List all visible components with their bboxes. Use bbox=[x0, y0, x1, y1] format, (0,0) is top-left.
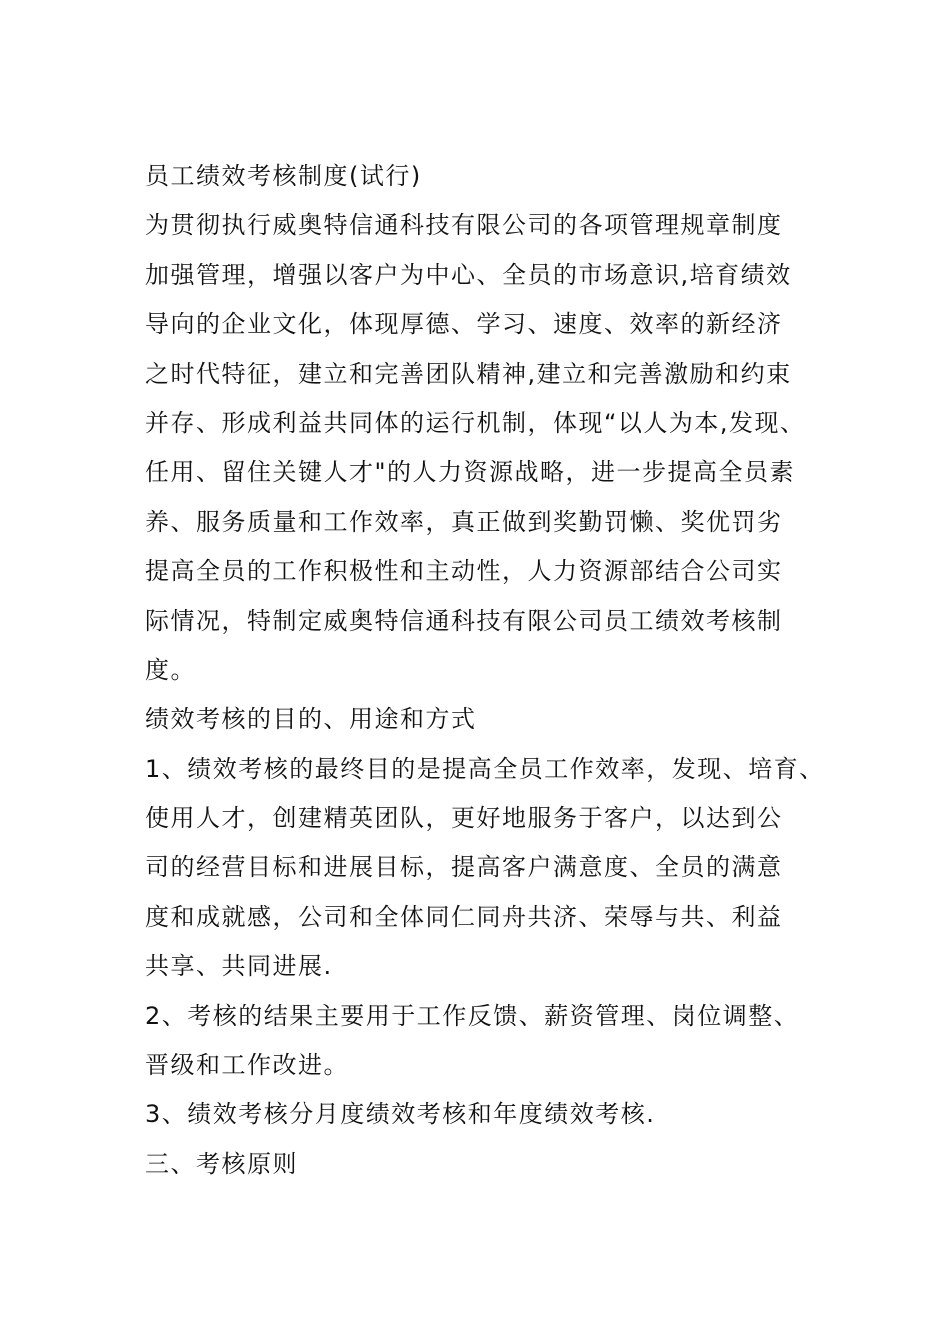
intro-paragraph-line: 养、服务质量和工作效率，真正做到奖勤罚懒、奖优罚劣 bbox=[145, 507, 783, 536]
item-1-line: 共享、共同进展. bbox=[145, 952, 333, 981]
document-title: 员工绩效考核制度(试行) bbox=[145, 162, 422, 190]
item-1-line: 司的经营目标和进展目标，提高客户满意度、全员的满意 bbox=[145, 853, 783, 882]
intro-paragraph-line: 之时代特征，建立和完善团队精神,建立和完善激励和约束 bbox=[145, 359, 792, 388]
section-heading: 三、考核原则 bbox=[145, 1149, 298, 1178]
intro-paragraph-line: 任用、留住关键人才"的人力资源战略，进一步提高全员素 bbox=[145, 458, 796, 487]
intro-paragraph-line: 际情况，特制定威奥特信通科技有限公司员工绩效考核制 bbox=[145, 606, 783, 635]
item-2-line: 晋级和工作改进。 bbox=[145, 1051, 349, 1080]
intro-paragraph-line: 加强管理，增强以客户为中心、全员的市场意识,培育绩效 bbox=[145, 260, 792, 289]
intro-paragraph-line: 导向的企业文化，体现厚德、学习、速度、效率的新经济 bbox=[145, 310, 783, 339]
item-3-line: 3、绩效考核分月度绩效考核和年度绩效考核. bbox=[145, 1100, 656, 1129]
intro-paragraph-line: 提高全员的工作积极性和主动性，人力资源部结合公司实 bbox=[145, 557, 783, 586]
item-2-line: 2、考核的结果主要用于工作反馈、薪资管理、岗位调整、 bbox=[145, 1001, 800, 1030]
intro-paragraph-line: 并存、形成利益共同体的运行机制，体现“以人为本,发现、 bbox=[145, 408, 806, 437]
item-1-line: 使用人才，创建精英团队，更好地服务于客户，以达到公 bbox=[145, 804, 783, 833]
section-heading: 绩效考核的目的、用途和方式 bbox=[145, 705, 477, 734]
item-1-line: 度和成就感，公司和全体同仁同舟共济、荣辱与共、利益 bbox=[145, 902, 783, 931]
document-body bbox=[145, 152, 845, 1189]
item-1-line: 1、绩效考核的最终目的是提高全员工作效率，发现、培育、 bbox=[145, 754, 825, 783]
intro-paragraph-line: 度。 bbox=[145, 655, 196, 684]
intro-paragraph-line: 为贯彻执行威奥特信通科技有限公司的各项管理规章制度 bbox=[145, 211, 783, 240]
